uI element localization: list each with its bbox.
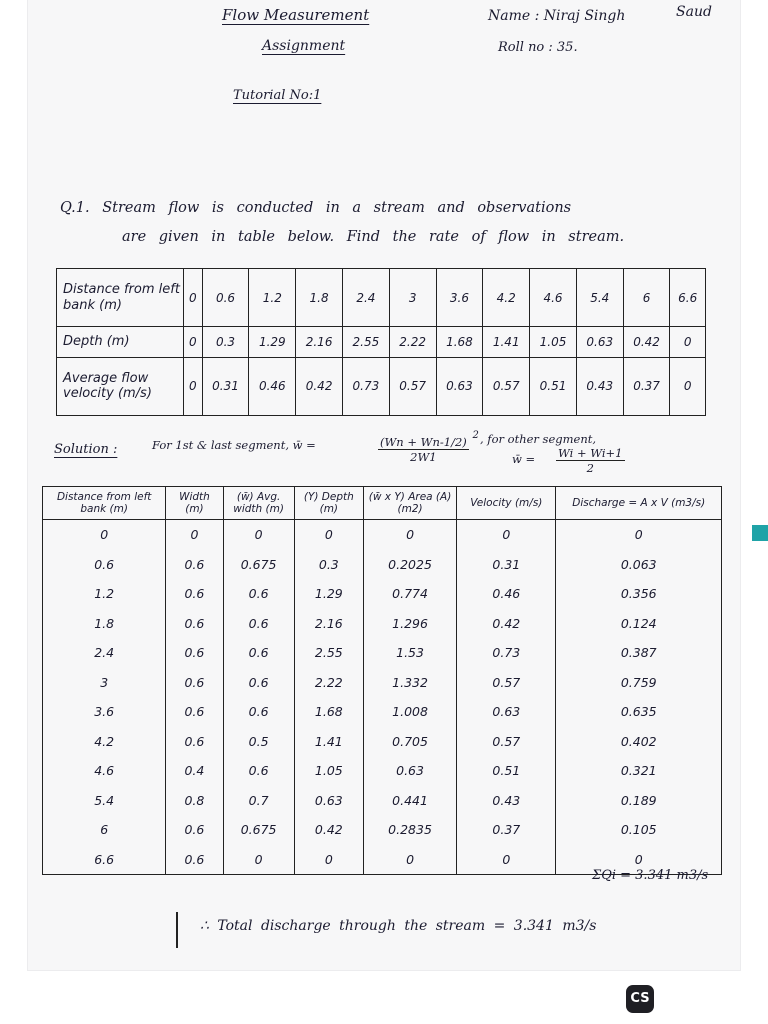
solution-row	[43, 668, 722, 698]
solution-column-header: Velocity (m/s)	[457, 487, 556, 520]
solution-cell: 0.57	[457, 727, 556, 757]
solution-cell: 0.6	[166, 668, 223, 698]
solution-cell: 1.8	[43, 609, 166, 639]
solution-cell: 0.675	[223, 815, 294, 845]
solution-row	[43, 609, 722, 639]
solution-cell: 0.73	[457, 638, 556, 668]
solution-cell: 0.6	[166, 845, 223, 875]
solution-table-wrapper	[42, 486, 722, 886]
solution-cell: 0.774	[363, 579, 456, 609]
solution-cell: 0	[457, 845, 556, 875]
solution-cell: 0.6	[223, 609, 294, 639]
student-surname: Saud	[676, 4, 712, 20]
solution-row	[43, 756, 722, 786]
solution-cell: 6	[43, 815, 166, 845]
solution-cell: 1.332	[363, 668, 456, 698]
solution-cell: 0.189	[556, 786, 722, 816]
observation-cell: 2.55	[342, 327, 389, 357]
solution-cell: 5.4	[43, 786, 166, 816]
observation-row-label: Depth (m)	[57, 327, 184, 357]
solution-cell: 1.29	[294, 579, 363, 609]
solution-cell: 0.6	[43, 550, 166, 580]
observation-cell: 1.41	[483, 327, 530, 357]
formula-other-text: , for other segment,	[480, 432, 597, 446]
solution-row	[43, 727, 722, 757]
solution-cell: 4.6	[43, 756, 166, 786]
observation-cell: 0.31	[202, 357, 249, 415]
observation-cell: 4.2	[483, 269, 530, 327]
solution-cell: 0.635	[556, 697, 722, 727]
solution-cell: 0.321	[556, 756, 722, 786]
observation-cell: 6.6	[670, 269, 706, 327]
formula-first-last-text: For 1st & last segment, w̄ =	[152, 438, 316, 452]
observation-cell: 0.46	[249, 357, 296, 415]
solution-cell: 0.759	[556, 668, 722, 698]
formula2-numerator: Wi + Wi+1	[558, 446, 623, 460]
tutorial-label: Tutorial No:1	[233, 88, 322, 103]
solution-cell: 0.42	[294, 815, 363, 845]
solution-cell: 0.63	[294, 786, 363, 816]
solution-row	[43, 697, 722, 727]
solution-cell: 2.55	[294, 638, 363, 668]
solution-cell: 0.51	[457, 756, 556, 786]
observation-row	[57, 357, 706, 415]
observation-cell: 1.68	[436, 327, 483, 357]
solution-cell: 0.675	[223, 550, 294, 580]
camscanner-logo: CS	[626, 985, 654, 1013]
solution-cell: 0	[457, 520, 556, 550]
solution-cell: 3.6	[43, 697, 166, 727]
solution-cell: 0.57	[457, 668, 556, 698]
solution-row	[43, 550, 722, 580]
scanner-edge-marker	[752, 525, 768, 541]
solution-row	[43, 815, 722, 845]
observation-cell: 0.63	[436, 357, 483, 415]
solution-table	[42, 486, 722, 875]
observation-cell: 4.6	[530, 269, 577, 327]
question-line-1: Q.1. Stream flow is conducted in a stream and observations	[60, 200, 572, 216]
solution-cell: 0.6	[166, 697, 223, 727]
solution-cell: 1.2	[43, 579, 166, 609]
solution-cell: 0	[223, 520, 294, 550]
solution-cell: 2.4	[43, 638, 166, 668]
observation-cell: 1.29	[249, 327, 296, 357]
solution-label: Solution :	[54, 442, 118, 457]
solution-row	[43, 579, 722, 609]
conclusion-text: ∴ Total discharge through the stream = 3.341 m3/s	[200, 918, 597, 934]
solution-row	[43, 520, 722, 550]
solution-cell: 0	[363, 845, 456, 875]
solution-cell: 0.6	[166, 815, 223, 845]
observation-cell: 0.63	[576, 327, 623, 357]
observation-cell: 1.8	[296, 269, 343, 327]
solution-cell: 1.41	[294, 727, 363, 757]
solution-cell: 3	[43, 668, 166, 698]
observation-cell: 0.51	[530, 357, 577, 415]
observation-cell: 0	[184, 357, 203, 415]
solution-cell: 0.6	[223, 697, 294, 727]
observation-cell: 0	[184, 269, 203, 327]
solution-cell: 0.063	[556, 550, 722, 580]
observation-row-label: Distance from left bank (m)	[57, 269, 184, 327]
solution-cell: 0.6	[166, 727, 223, 757]
observation-cell: 0.37	[623, 357, 670, 415]
solution-cell: 0	[166, 520, 223, 550]
observation-cell: 0.6	[202, 269, 249, 327]
formula-other-fraction	[556, 446, 625, 475]
observation-cell: 0.42	[623, 327, 670, 357]
observation-cell: 3	[389, 269, 436, 327]
assignment-title: Flow Measurement	[222, 6, 370, 24]
roll-number: Roll no : 35.	[498, 40, 578, 55]
observation-cell: 1.05	[530, 327, 577, 357]
solution-cell: 0.124	[556, 609, 722, 639]
solution-cell: 0.2025	[363, 550, 456, 580]
observation-cell: 0.57	[389, 357, 436, 415]
solution-cell: 1.68	[294, 697, 363, 727]
solution-row	[43, 786, 722, 816]
solution-cell: 0.5	[223, 727, 294, 757]
solution-cell: 0.2835	[363, 815, 456, 845]
solution-cell: 1.05	[294, 756, 363, 786]
solution-cell: 0.63	[363, 756, 456, 786]
formula-denominator: 2W1	[410, 449, 437, 464]
solution-cell: 0.6	[223, 638, 294, 668]
solution-column-header: (Y) Depth (m)	[294, 487, 363, 520]
solution-cell: 6.6	[43, 845, 166, 875]
solution-cell: 0	[556, 845, 722, 875]
formula-first-last-fraction	[378, 430, 479, 464]
solution-cell: 0	[43, 520, 166, 550]
observation-cell: 0.3	[202, 327, 249, 357]
observation-row-label: Average flow velocity (m/s)	[57, 357, 184, 415]
formula-numerator: (Wn + Wn-1/2)	[380, 434, 467, 449]
student-name: Name : Niraj Singh	[488, 8, 626, 24]
observation-row	[57, 269, 706, 327]
solution-cell: 0	[223, 845, 294, 875]
observation-cell: 5.4	[576, 269, 623, 327]
solution-column-header: Width (m)	[166, 487, 223, 520]
observation-cell: 0.42	[296, 357, 343, 415]
formula-other-lhs: w̄ =	[512, 452, 536, 466]
solution-cell: 0.42	[457, 609, 556, 639]
solution-cell: 4.2	[43, 727, 166, 757]
solution-cell: 0.63	[457, 697, 556, 727]
solution-cell: 0.43	[457, 786, 556, 816]
solution-cell: 0.705	[363, 727, 456, 757]
observation-cell: 2.22	[389, 327, 436, 357]
observation-cell: 2.4	[342, 269, 389, 327]
observation-cell: 0	[670, 357, 706, 415]
solution-cell: 0.3	[294, 550, 363, 580]
solution-cell: 0.6	[223, 756, 294, 786]
solution-cell: 1.53	[363, 638, 456, 668]
solution-cell: 0.441	[363, 786, 456, 816]
assignment-subtitle: Assignment	[262, 38, 346, 54]
solution-cell: 0.6	[223, 579, 294, 609]
solution-cell: 1.008	[363, 697, 456, 727]
solution-cell: 0.46	[457, 579, 556, 609]
solution-cell: 0.6	[166, 638, 223, 668]
solution-column-header: Distance from left bank (m)	[43, 487, 166, 520]
solution-cell: 0.6	[166, 609, 223, 639]
solution-cell: 0.7	[223, 786, 294, 816]
solution-cell: 0.31	[457, 550, 556, 580]
solution-cell: 0	[363, 520, 456, 550]
solution-cell: 0.356	[556, 579, 722, 609]
observation-cell: 2.16	[296, 327, 343, 357]
solution-cell: 0	[294, 845, 363, 875]
formula2-denominator: 2	[586, 461, 594, 475]
observation-row	[57, 327, 706, 357]
solution-cell: 0.402	[556, 727, 722, 757]
solution-cell: 0.4	[166, 756, 223, 786]
observation-cell: 0	[184, 327, 203, 357]
observation-cell: 0.57	[483, 357, 530, 415]
solution-column-header: (w̄) Avg. width (m)	[223, 487, 294, 520]
solution-column-header: Discharge = A x V (m3/s)	[556, 487, 722, 520]
solution-cell: 0.37	[457, 815, 556, 845]
observation-cell: 0.73	[342, 357, 389, 415]
solution-cell: 1.296	[363, 609, 456, 639]
observation-cell: 3.6	[436, 269, 483, 327]
solution-cell: 0	[294, 520, 363, 550]
observation-cell: 0.43	[576, 357, 623, 415]
solution-column-header: (w̄ x Y) Area (A) (m2)	[363, 487, 456, 520]
solution-cell: 0.6	[223, 668, 294, 698]
solution-cell: 0.6	[166, 579, 223, 609]
solution-cell: 2.16	[294, 609, 363, 639]
question-line-2: are given in table below. Find the rate of flow in stream.	[122, 229, 625, 245]
observation-cell: 6	[623, 269, 670, 327]
solution-cell: 0.387	[556, 638, 722, 668]
conclusion-divider	[176, 912, 178, 948]
solution-row	[43, 638, 722, 668]
solution-cell: 0.6	[166, 550, 223, 580]
solution-cell: 0.105	[556, 815, 722, 845]
solution-cell: 0.8	[166, 786, 223, 816]
discharge-sum: ΣQi = 3.341 m3/s	[592, 868, 709, 883]
formula-exponent: 2	[472, 430, 479, 441]
solution-cell: 0	[556, 520, 722, 550]
observation-table	[56, 268, 706, 416]
observation-cell: 0	[670, 327, 706, 357]
solution-cell: 2.22	[294, 668, 363, 698]
observation-cell: 1.2	[249, 269, 296, 327]
